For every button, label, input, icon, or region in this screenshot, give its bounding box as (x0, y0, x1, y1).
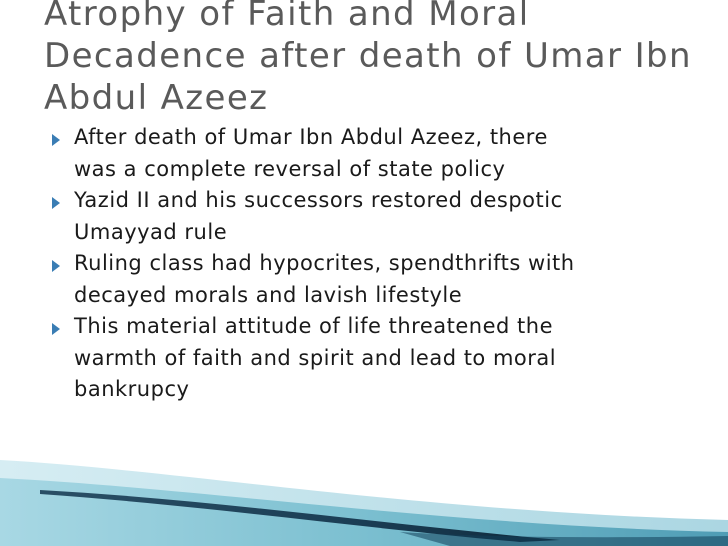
decorative-wave (0, 440, 728, 546)
bullet-list (52, 122, 692, 406)
title-line: Atrophy of Faith and Moral (44, 0, 530, 34)
bullet-line: was a complete reversal of state policy (74, 156, 506, 181)
bullet-line: Umayyad rule (74, 219, 228, 244)
bullet-line: After death of Umar Ibn Abdul Azeez, there (74, 125, 548, 149)
bullet-line: decayed morals and lavish lifestyle (74, 282, 463, 307)
bullet-line: Yazid II and his successors restored despotic (74, 188, 563, 212)
title-line: Abdul Azeez (44, 78, 269, 118)
bullet-line: Ruling class had hypocrites, spendthrifts with (74, 251, 575, 275)
triangle-bullet-icon (52, 134, 60, 146)
bullet-item (52, 311, 692, 406)
bullet-item (52, 248, 692, 311)
triangle-bullet-icon (52, 197, 60, 209)
bullet-line: This material attitude of life threatened the (74, 314, 553, 338)
bullet-line: warmth of faith and spirit and lead to moral (74, 345, 557, 370)
wave-teal-band (0, 478, 728, 546)
title-line: Decadence after death of Umar Ibn (44, 36, 692, 76)
triangle-bullet-icon (52, 323, 60, 335)
bullet-line: bankrupcy (74, 377, 190, 401)
slide-title (44, 0, 714, 119)
bullet-item (52, 122, 692, 185)
bullet-item (52, 185, 692, 248)
triangle-bullet-icon (52, 260, 60, 272)
